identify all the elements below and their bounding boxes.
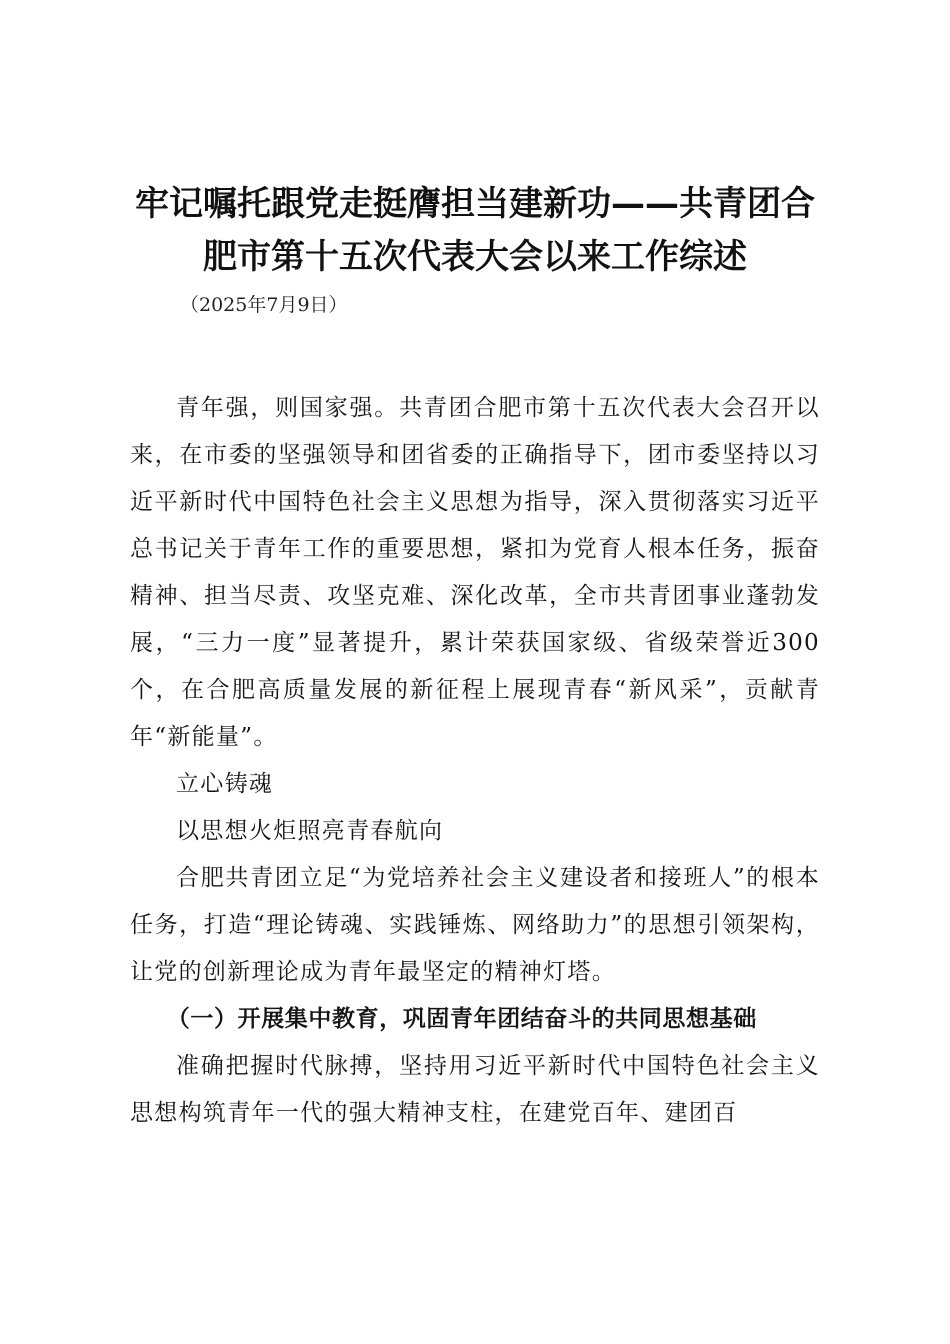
document-body [130,385,820,1137]
subsection-heading: （一）开展集中教育，巩固青年团结奋斗的共同思想基础 [166,1006,757,1032]
document-title [120,178,830,284]
title-line-1: 牢记嘱托跟党走挺膺担当建新功——共青团合 [135,184,815,224]
section-heading: 立心铸魂 [176,771,274,797]
intro-paragraph: 青年强，则国家强。共青团合肥市第十五次代表大会召开以来，在市委的坚强领导和团省委的正确指导下，团市委坚持以习近平新时代中国特色社会主义思想为指导，深入贯彻落实习近平总书记关于青年工作的重要思想，紧扣为党育人根本任务，振奋精神、担当尽责、攻坚克难、深化改革，全市共青团事业蓬勃发展，“三力一度”显著提升，累计荣获国家级、省级荣誉近300个，在合肥高质量发展的新征程上展现青春“新风采”，贡献青年“新能量”。 [130,395,820,750]
section-paragraph: 合肥共青团立足“为党培养社会主义建设者和接班人”的根本任务，打造“理论铸魂、实践锤炼、网络助力”的思想引领架构，让党的创新理论成为青年最坚定的精神灯塔。 [130,865,820,985]
document-date: （2025年7月9日） [180,294,348,316]
title-line-2: 肥市第十五次代表大会以来工作综述 [203,237,747,277]
subsection-paragraph: 准确把握时代脉搏，坚持用习近平新时代中国特色社会主义思想构筑青年一代的强大精神支柱，在建党百年、建团百 [130,1053,820,1126]
section-subheading: 以思想火炬照亮青春航向 [176,818,444,844]
